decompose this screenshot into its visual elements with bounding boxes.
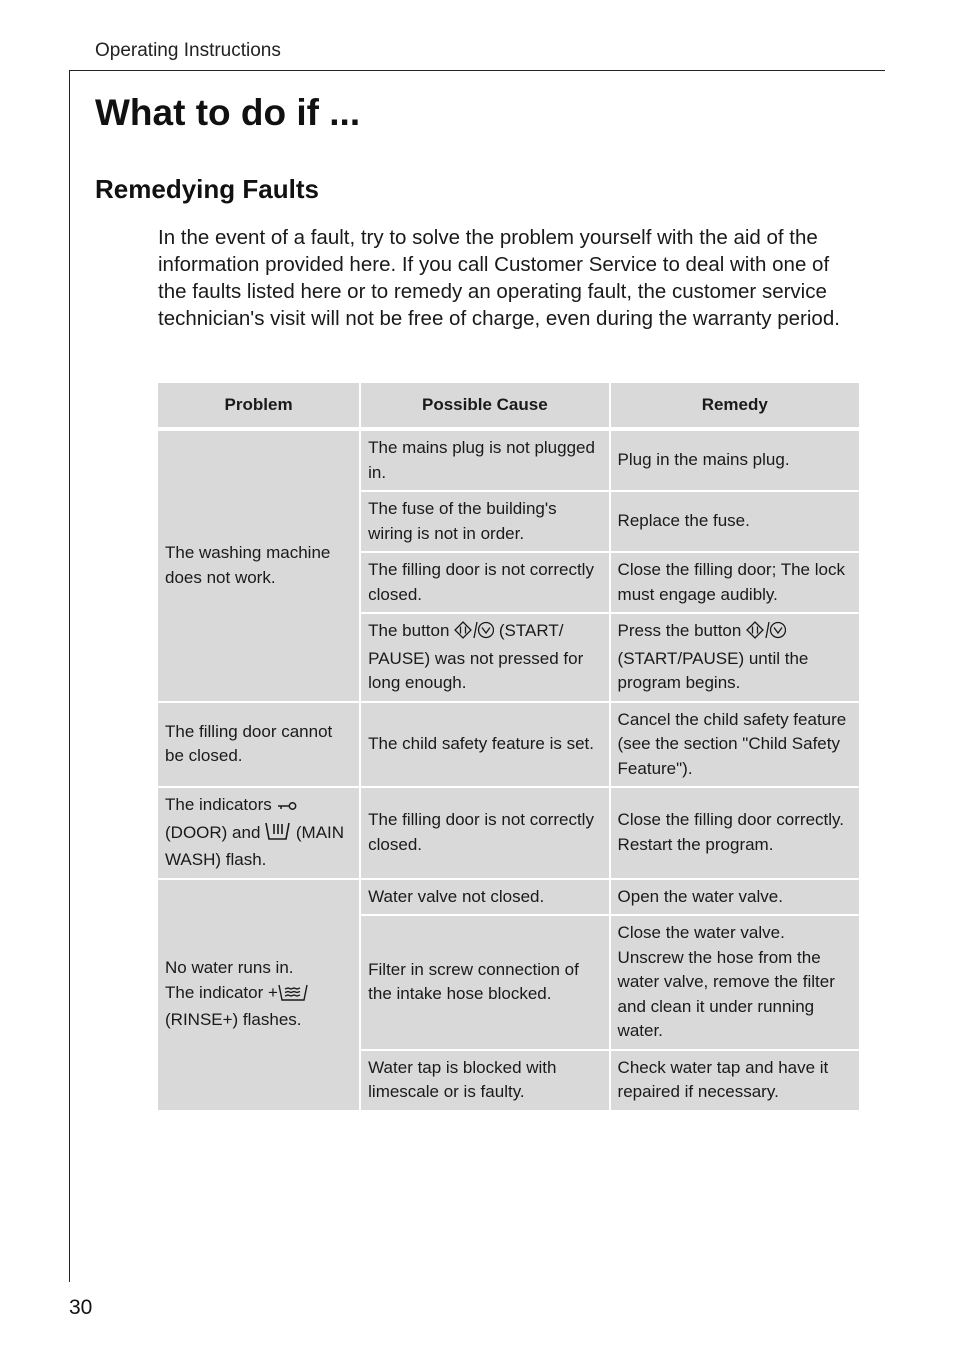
start-pause-icon [454,621,494,647]
remedy-text-pre: Press the button [617,621,742,640]
remedy-cell: Check water tap and have it repaired if necessary. [611,1051,859,1110]
cause-cell: The filling door is not correctly closed. [361,553,608,612]
table-row [158,431,859,490]
problem-text-2: (DOOR) and [165,822,261,842]
problem-cell: The washing machine does not work. [158,431,359,701]
remedy-cell: Open the water valve. [611,880,859,915]
problem-line-3: (RINSE+) flashes. [165,1010,302,1030]
table-row [158,788,859,878]
start-pause-icon [746,621,786,647]
table-header-row [158,383,859,427]
cause-cell [361,614,608,701]
cause-cell: Water tap is blocked with limescale or is faulty. [361,1051,608,1110]
remedy-cell [611,614,859,701]
table-row [158,880,859,915]
intro-paragraph: In the event of a fault, try to solve the problem yourself with the aid of the information provided here. If you call Customer Service to deal with one of the faults listed here or to remedy an operating fault, the customer service technician's visit will not be free of charge, even during the warranty period. [158,226,840,330]
cause-text-post: (START/ PAUSE) was not pressed for long enough. [368,621,584,692]
remedy-cell: Close the filling door; The lock must engage audibly. [611,553,859,612]
cause-cell: The fuse of the building's wiring is not in order. [361,492,608,551]
problem-cell [158,788,359,878]
main-wash-icon [265,821,291,849]
problem-text-3: (MAIN WASH) flash. [165,822,345,869]
remedy-text-post: (START/PAUSE) until the program begins. [617,648,809,692]
problem-cell [158,880,359,1110]
remedy-cell: Replace the fuse. [611,492,859,551]
remedy-cell: Cancel the child safety feature (see the section "Child Safety Feature"). [611,703,859,787]
remedy-cell: Close the filling door correctly. Restart the program. [611,788,859,878]
remedy-cell: Plug in the mains plug. [611,431,859,490]
cause-text-pre: The button [368,621,450,640]
header-remedy: Remedy [611,383,859,427]
header-rule [69,70,885,71]
problem-cell: The filling door cannot be closed. [158,703,359,787]
page-title: What to do if ... [95,92,361,133]
cause-cell: The filling door is not correctly closed. [361,788,608,878]
problem-text-1: The indicators [165,795,272,814]
remedy-cell: Close the water valve. Unscrew the hose from the water valve, remove the filter and clean it under running water. [611,916,859,1049]
section-title: Remedying Faults [95,174,319,204]
rinse-icon [278,983,308,1009]
problem-line-2 [165,981,352,1009]
page-number: 30 [69,1296,93,1319]
cause-cell: The mains plug is not plugged in. [361,431,608,490]
header-cause: Possible Cause [361,383,608,427]
cause-cell: The child safety feature is set. [361,703,608,787]
problem-line-1: No water runs in. [165,958,294,978]
cause-cell: Water valve not closed. [361,880,608,915]
header-problem: Problem [158,383,359,427]
fault-table [156,381,861,1112]
table-row [158,703,859,787]
margin-rule [69,70,70,1282]
door-lock-icon [277,796,297,821]
problem-line-2-text: The indicator + [165,982,278,1002]
running-header: Operating Instructions [95,40,281,61]
cause-cell: Filter in screw connection of the intake hose blocked. [361,916,608,1049]
